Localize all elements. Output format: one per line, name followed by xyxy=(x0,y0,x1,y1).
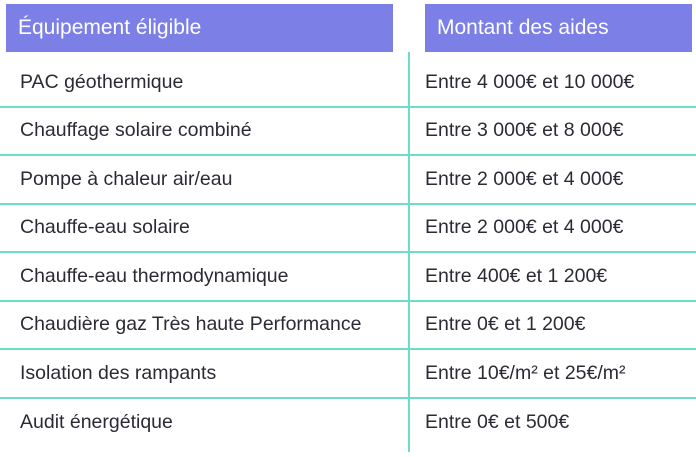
equipment-cell: Audit énergétique xyxy=(20,411,173,434)
table-row xyxy=(0,350,696,399)
table-row xyxy=(0,156,696,205)
table-row xyxy=(0,302,696,351)
amount-cell: Entre 3 000€ et 8 000€ xyxy=(425,119,624,142)
header-amount: Montant des aides xyxy=(425,4,692,52)
table-row xyxy=(0,205,696,254)
equipment-cell: Chauffe-eau solaire xyxy=(20,216,190,239)
header-equipment: Équipement éligible xyxy=(6,4,393,52)
equipment-cell: Isolation des rampants xyxy=(20,361,217,384)
equipment-cell: Chauffe-eau thermodynamique xyxy=(20,264,289,287)
table-row xyxy=(0,253,696,302)
table-row xyxy=(0,59,696,108)
table-header xyxy=(6,4,692,52)
amount-cell: Entre 2 000€ et 4 000€ xyxy=(425,167,624,190)
amount-cell: Entre 2 000€ et 4 000€ xyxy=(425,216,624,239)
table-row xyxy=(0,399,696,448)
amount-cell: Entre 4 000€ et 10 000€ xyxy=(425,70,635,93)
equipment-cell: Chauffage solaire combiné xyxy=(20,119,252,142)
equipment-cell: Chaudière gaz Très haute Performance xyxy=(20,313,362,336)
equipment-cell: Pompe à chaleur air/eau xyxy=(20,167,233,190)
table-body xyxy=(0,59,696,447)
equipment-cell: PAC géothermique xyxy=(20,70,184,93)
amount-cell: Entre 0€ et 500€ xyxy=(425,411,570,434)
amount-cell: Entre 400€ et 1 200€ xyxy=(425,264,608,287)
amount-cell: Entre 0€ et 1 200€ xyxy=(425,313,586,336)
table-row xyxy=(0,108,696,157)
amount-cell: Entre 10€/m² et 25€/m² xyxy=(425,361,626,384)
